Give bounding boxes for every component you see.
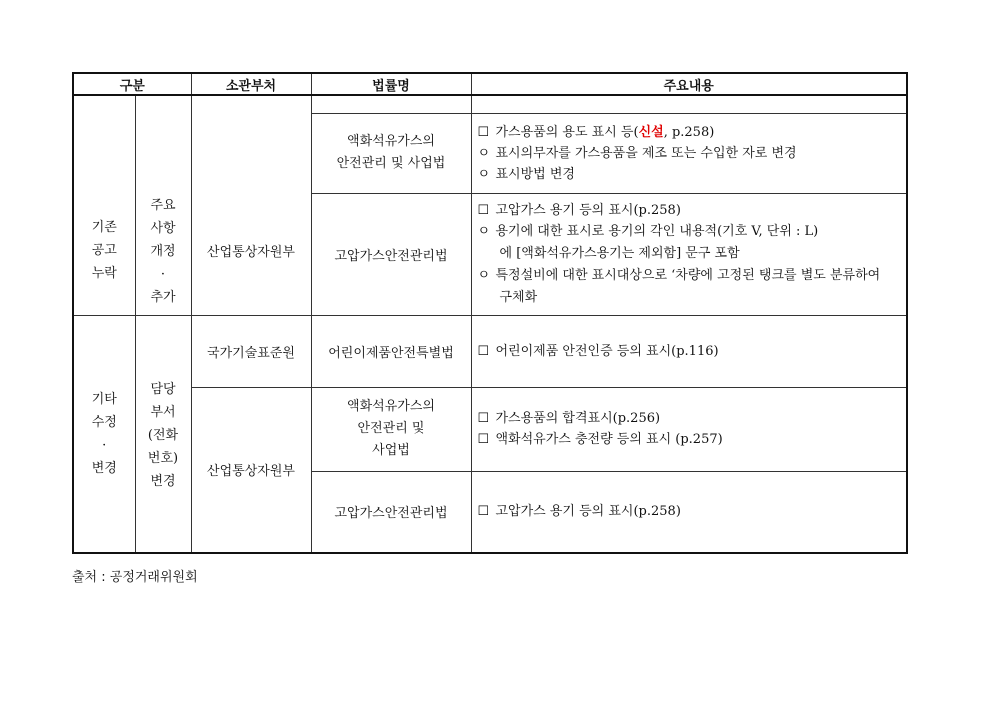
- category-line: 부서: [150, 404, 176, 420]
- category-line: ·: [102, 437, 107, 453]
- content-text: , p.258): [663, 124, 715, 140]
- content-item: [478, 429, 901, 450]
- category-line: 누락: [91, 265, 117, 281]
- law-cell: [311, 387, 471, 471]
- content-cell: [471, 387, 907, 471]
- content-item: [478, 164, 901, 185]
- category-line: 기존: [91, 219, 117, 235]
- subcategory-contact: [135, 315, 191, 553]
- content-cell: [471, 193, 907, 315]
- header-row: [73, 73, 907, 95]
- content-text: 고압가스 용기 등의 표시(p.258): [495, 202, 681, 218]
- content-text: 구체화: [499, 289, 538, 305]
- content-cell: [471, 315, 907, 387]
- category-line: 주요: [150, 197, 176, 213]
- content-cell: [471, 113, 907, 193]
- category-line: 추가: [150, 289, 176, 305]
- ministry-cell: 산업통상자원부: [191, 95, 311, 315]
- law-name-line: 안전관리 및: [357, 421, 425, 436]
- bullet-icon: ㅇ: [477, 267, 491, 283]
- header-law: 법률명: [311, 73, 471, 95]
- content-item: [478, 221, 901, 265]
- empty-cell: [471, 95, 907, 113]
- ministry-cell: 산업통상자원부: [191, 387, 311, 553]
- content-text: 특정설비에 대한 표시대상으로 ‘차량에 고정된 탱크를 별도 분류하여: [495, 267, 881, 283]
- bullet-icon: ㅇ: [477, 166, 491, 182]
- regulation-table: [72, 72, 908, 554]
- law-name-line: 안전관리 및 사업법: [336, 156, 446, 171]
- content-item: [478, 408, 901, 429]
- checkbox-icon: ☐: [477, 432, 490, 447]
- category-line: 변경: [91, 460, 117, 476]
- category-line: (전화: [147, 427, 179, 443]
- ministry-cell: 국가기술표준원: [191, 315, 311, 387]
- content-text: 표시방법 변경: [495, 166, 575, 182]
- content-item: [478, 143, 901, 164]
- category-line: 개정: [150, 243, 176, 259]
- empty-cell: [311, 95, 471, 113]
- law-cell: [311, 113, 471, 193]
- content-text: 표시의무자를 가스용품을 제조 또는 수입한 자로 변경: [495, 145, 797, 161]
- content-item: [478, 341, 901, 362]
- source-note: 출처 : 공정거래위원회: [72, 570, 198, 585]
- law-cell: 어린이제품안전특별법: [311, 315, 471, 387]
- checkbox-icon: ☐: [477, 202, 490, 218]
- content-item: [478, 501, 901, 522]
- bullet-icon: ㅇ: [477, 223, 491, 239]
- content-text: 고압가스 용기 등의 표시(p.258): [495, 504, 681, 520]
- category-line: 공고: [91, 242, 117, 258]
- header-ministry: 소관부처: [191, 73, 311, 95]
- new-badge: 신설: [638, 124, 664, 140]
- category-existing: [73, 95, 135, 315]
- content-text: 에 [액화석유가스용기는 제외함] 문구 포함: [499, 245, 740, 261]
- table-row: [73, 95, 907, 113]
- checkbox-icon: ☐: [477, 124, 490, 140]
- bullet-icon: ㅇ: [477, 145, 491, 161]
- content-item: [478, 265, 901, 309]
- category-line: ·: [160, 266, 166, 282]
- category-other: [73, 315, 135, 553]
- content-item: [478, 122, 901, 143]
- header-content: 주요내용: [471, 73, 907, 95]
- law-name-line: 사업법: [372, 443, 410, 458]
- subcategory-main: [135, 95, 191, 315]
- law-cell: 고압가스안전관리법: [311, 193, 471, 315]
- category-line: 변경: [150, 473, 176, 489]
- content-text: 가스용품의 용도 표시 등(: [495, 124, 639, 140]
- content-text: 용기에 대한 표시로 용기의 각인 내용적(기호 V, 단위 : L): [495, 223, 819, 239]
- law-name-line: 액화석유가스의: [347, 399, 435, 414]
- law-name-line: 액화석유가스의: [347, 134, 435, 149]
- header-category: 구분: [73, 73, 191, 95]
- table-row: [73, 315, 907, 387]
- checkbox-icon: ☐: [477, 343, 490, 359]
- category-line: 번호): [147, 450, 179, 466]
- law-cell: 고압가스안전관리법: [311, 471, 471, 553]
- category-line: 수정: [91, 414, 117, 430]
- content-text: 어린이제품 안전인증 등의 표시(p.116): [495, 343, 719, 359]
- content-text: 액화석유가스 충전량 등의 표시 (p.257): [495, 432, 723, 447]
- content-text: 가스용품의 합격표시(p.256): [495, 411, 661, 426]
- checkbox-icon: ☐: [477, 411, 490, 426]
- content-item: [478, 200, 901, 221]
- category-line: 기타: [91, 391, 117, 407]
- category-line: 사항: [150, 220, 176, 236]
- content-cell: [471, 471, 907, 553]
- table-row: [73, 387, 907, 471]
- category-line: 담당: [150, 381, 176, 397]
- checkbox-icon: ☐: [477, 504, 490, 520]
